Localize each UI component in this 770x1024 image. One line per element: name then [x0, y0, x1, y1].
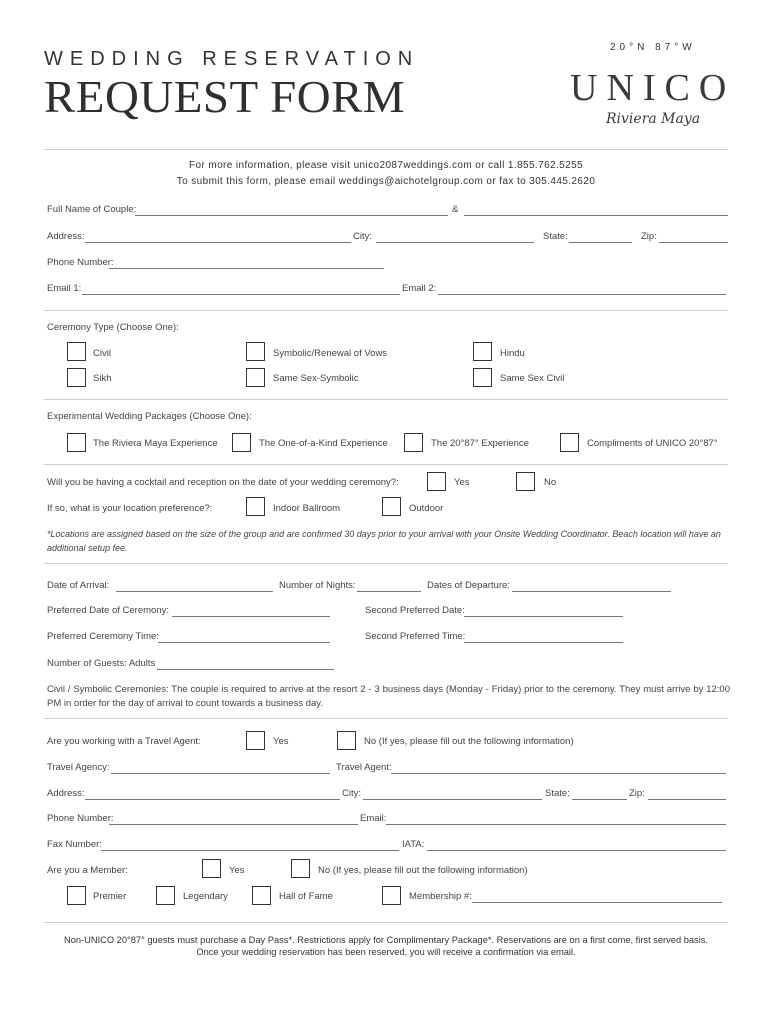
state-label: State: — [543, 231, 568, 242]
email2-label: Email 2: — [402, 283, 437, 294]
no-label: No — [544, 477, 557, 488]
agent-zip-label: Zip: — [629, 788, 645, 799]
agent-city-field[interactable] — [363, 799, 542, 800]
submit-line: To submit this form, please email weddings@aichotelgroup.com or fax to 305.445.2620 — [176, 176, 596, 187]
divider — [44, 399, 728, 400]
email1-label: Email 1: — [47, 283, 82, 294]
ceremony-hindu-checkbox[interactable] — [473, 342, 492, 361]
package-riviera-checkbox[interactable] — [67, 433, 86, 452]
reception-question: Will you be having a cocktail and reception on the date of your wedding ceremony?: — [47, 477, 399, 488]
brand-logo: UNICO — [570, 67, 736, 109]
ceremony-option-label: Hindu — [500, 348, 525, 359]
ceremony-civil-checkbox[interactable] — [67, 342, 86, 361]
guests-label: Number of Guests: Adults — [47, 658, 156, 669]
nights-field[interactable] — [357, 591, 421, 592]
member-no-checkbox[interactable] — [291, 859, 310, 878]
location-outdoor-checkbox[interactable] — [382, 497, 401, 516]
divider — [44, 310, 728, 311]
membership-field[interactable] — [472, 902, 722, 903]
package-option-label: The 20°87° Experience — [431, 438, 529, 449]
zip-label: Zip: — [641, 231, 657, 242]
location-question: If so, what is your location preference?: — [47, 503, 213, 514]
no-label: No (If yes, please fill out the following information) — [318, 865, 528, 876]
agent-email-label: Email: — [360, 813, 387, 824]
package-option-label: The Riviera Maya Experience — [93, 438, 218, 449]
zip-field[interactable] — [659, 242, 728, 243]
yes-label: Yes — [229, 865, 245, 876]
location-note: *Locations are assigned based on the size of the group and are confirmed 30 days prior to your arrival with your Onsite Wedding Coordinator. Beach location will have an additional setup fee. — [47, 529, 721, 553]
divider — [44, 922, 728, 923]
ceremony-sikh-checkbox[interactable] — [67, 368, 86, 387]
guests-field[interactable] — [157, 669, 334, 670]
reception-no-checkbox[interactable] — [516, 472, 535, 491]
pref-date-label: Preferred Date of Ceremony: — [47, 605, 169, 616]
departure-label: Dates of Departure: — [427, 580, 510, 591]
divider — [44, 563, 728, 564]
reception-yes-checkbox[interactable] — [427, 472, 446, 491]
iata-field[interactable] — [427, 850, 726, 851]
second-date-label: Second Preferred Date: — [365, 605, 465, 616]
pref-time-field[interactable] — [158, 642, 330, 643]
email1-field[interactable] — [82, 294, 400, 295]
agent-phone-field[interactable] — [109, 824, 358, 825]
ceremony-option-label: Sikh — [93, 373, 112, 384]
phone-field[interactable] — [109, 268, 384, 269]
travel-agent-label: Travel Agent: — [336, 762, 392, 773]
package-option-label: The One-of-a-Kind Experience — [259, 438, 388, 449]
second-time-field[interactable] — [464, 642, 623, 643]
ceremony-symbolic-checkbox[interactable] — [246, 342, 265, 361]
agency-field[interactable] — [111, 773, 330, 774]
location-indoor-checkbox[interactable] — [246, 497, 265, 516]
outdoor-label: Outdoor — [409, 503, 444, 514]
indoor-label: Indoor Ballroom — [273, 503, 341, 514]
state-field[interactable] — [569, 242, 632, 243]
city-label: City: — [353, 231, 372, 242]
ceremony-same-sex-civil-checkbox[interactable] — [473, 368, 492, 387]
ceremony-heading: Ceremony Type (Choose One): — [47, 322, 179, 333]
agent-address-field[interactable] — [85, 799, 340, 800]
member-premier-checkbox[interactable] — [67, 886, 86, 905]
departure-field[interactable] — [512, 591, 671, 592]
divider — [44, 464, 728, 465]
yes-label: Yes — [273, 736, 289, 747]
member-membership-checkbox[interactable] — [382, 886, 401, 905]
agent-yes-checkbox[interactable] — [246, 731, 265, 750]
email2-field[interactable] — [438, 294, 726, 295]
agency-label: Travel Agency: — [47, 762, 110, 773]
member-hall-of-fame-checkbox[interactable] — [252, 886, 271, 905]
brand-coordinates: 20°N 87°W — [610, 42, 696, 53]
address-label: Address: — [47, 231, 85, 242]
ampersand: & — [452, 204, 459, 215]
agent-phone-label: Phone Number: — [47, 813, 114, 824]
travel-agent-field[interactable] — [391, 773, 726, 774]
pref-time-label: Preferred Ceremony Time: — [47, 631, 159, 642]
package-option-label: Compliments of UNICO 20°87° — [587, 438, 718, 449]
agent-address-label: Address: — [47, 788, 85, 799]
agent-city-label: City: — [342, 788, 361, 799]
member-question: Are you a Member: — [47, 865, 128, 876]
member-option-label: Premier — [93, 891, 127, 902]
pref-date-field[interactable] — [172, 616, 330, 617]
address-field[interactable] — [85, 242, 351, 243]
package-compliments-checkbox[interactable] — [560, 433, 579, 452]
agent-state-field[interactable] — [572, 799, 627, 800]
page-title: REQUEST FORM — [44, 71, 406, 122]
form-subtitle: WEDDING RESERVATION — [44, 48, 420, 70]
agent-no-checkbox[interactable] — [337, 731, 356, 750]
member-yes-checkbox[interactable] — [202, 859, 221, 878]
ceremony-option-label: Symbolic/Renewal of Vows — [273, 348, 388, 359]
full-name-field-1[interactable] — [135, 215, 448, 216]
full-name-field-2[interactable] — [464, 215, 728, 216]
fax-field[interactable] — [101, 850, 399, 851]
iata-label: IATA: — [402, 839, 425, 850]
member-legendary-checkbox[interactable] — [156, 886, 175, 905]
arrival-label: Date of Arrival: — [47, 580, 110, 591]
second-time-label: Second Preferred Time: — [365, 631, 466, 642]
footer-note: Non-UNICO 20°87° guests must purchase a Day Pass*. Restrictions apply for Complimentary Package*. Reservations are on a first come, first served basis. — [63, 935, 709, 945]
agent-zip-field[interactable] — [648, 799, 726, 800]
ceremony-option-label: Same Sex Civil — [500, 373, 565, 384]
ceremony-same-sex-symbolic-checkbox[interactable] — [246, 368, 265, 387]
divider — [44, 149, 728, 150]
no-label: No (If yes, please fill out the following information) — [364, 736, 574, 747]
city-field[interactable] — [376, 242, 534, 243]
info-line: For more information, please visit unico2087weddings.com or call 1.855.762.5255 — [188, 160, 584, 171]
agent-email-field[interactable] — [386, 824, 726, 825]
nights-label: Number of Nights: — [279, 580, 356, 591]
package-2087-checkbox[interactable] — [404, 433, 423, 452]
civil-ceremony-note: Civil / Symbolic Ceremonies: The couple is required to arrive at the resort 2 - 3 business days (Monday - Friday) prior to the ceremony. They must arrive by 12:00 PM in order for the day of arrival to count towards a business day. — [47, 684, 730, 709]
ceremony-option-label: Civil — [93, 348, 111, 359]
agent-state-label: State: — [545, 788, 570, 799]
member-option-label: Legendary — [183, 891, 228, 902]
footer-confirmation: Once your wedding reservation has been reserved, you will receive a confirmation via email. — [196, 947, 576, 957]
packages-heading: Experimental Wedding Packages (Choose One): — [47, 411, 252, 422]
package-one-of-a-kind-checkbox[interactable] — [232, 433, 251, 452]
phone-label: Phone Number: — [47, 257, 114, 268]
second-date-field[interactable] — [464, 616, 623, 617]
yes-label: Yes — [454, 477, 470, 488]
agent-question: Are you working with a Travel Agent: — [47, 736, 201, 747]
full-name-label: Full Name of Couple: — [47, 204, 137, 215]
divider — [44, 718, 728, 719]
brand-location: Riviera Maya — [606, 111, 701, 127]
member-option-label: Hall of Fame — [279, 891, 333, 902]
membership-label: Membership #: — [409, 891, 472, 902]
fax-label: Fax Number: — [47, 839, 102, 850]
ceremony-option-label: Same Sex-Symbolic — [273, 373, 359, 384]
arrival-field[interactable] — [116, 591, 273, 592]
